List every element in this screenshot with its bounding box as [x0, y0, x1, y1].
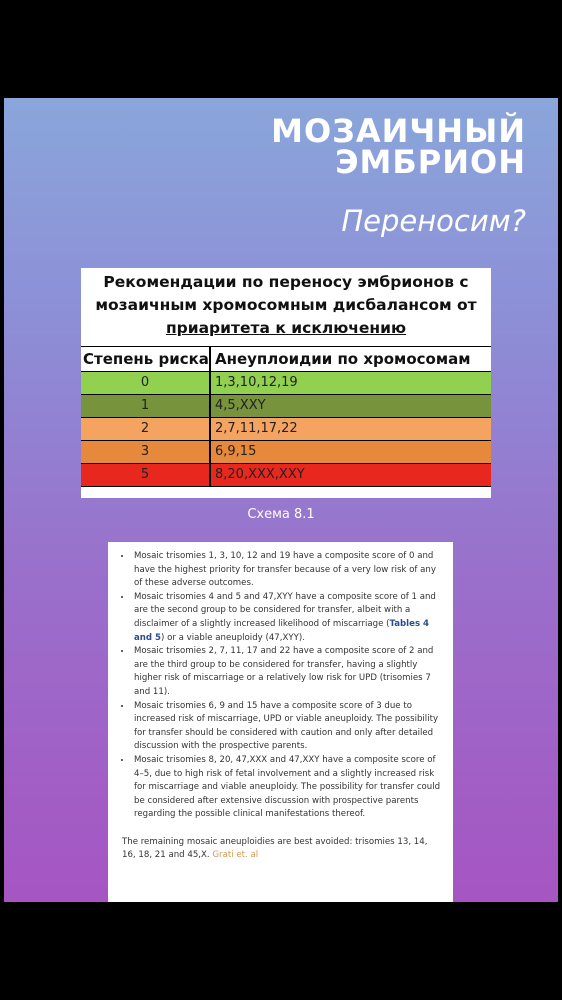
table-heading-line-1: Рекомендации по переносу эмбрионов с	[103, 273, 469, 291]
chromosomes-cell: 1,3,10,12,19	[215, 375, 298, 390]
title-line-2: ЭМБРИОН	[335, 143, 526, 181]
table-heading-line-3: приаритета к исключению	[165, 319, 407, 337]
table-row	[81, 418, 491, 441]
table-row	[81, 395, 491, 418]
bullet-text: Mosaic trisomies 4 and 5 and 47,XYY have a composite score of 1 and are the second group to be considered for transfer, albeit with a disclaimer of a slightly increased likelihood of miscarriage (	[134, 591, 436, 629]
recommendation-table	[81, 268, 491, 498]
chromosomes-cell: 2,7,11,17,22	[215, 421, 298, 436]
bullet-list	[122, 550, 441, 822]
risk-cell: 3	[81, 441, 211, 463]
chromosomes-cell: 8,20,XXX,XXY	[215, 467, 305, 482]
remaining-text: The remaining mosaic aneuploidies are best avoided: trisomies 13, 14, 16, 18, 21 and 45,X.	[122, 836, 428, 861]
table-row	[81, 464, 491, 487]
bullet-text: Mosaic trisomies 8, 20, 47,XXX and 47,XXY have a composite score of 4–5, due to high risk of fetal involvement and a slightly increased risk for miscarriage and viable aneuploidy. The possibility for transfer could be considered after extensive discussion with prospective parents regarding the possible clinical manifestations thereof.	[134, 754, 441, 820]
chromosomes-cell: 6,9,15	[215, 444, 257, 459]
table-header-row	[81, 346, 491, 372]
risk-cell: 1	[81, 395, 211, 417]
column-header-risk: Степень риска	[81, 347, 211, 371]
bullet-text: ) or a viable aneuploidy (47,XYY).	[161, 632, 305, 643]
list-item	[132, 645, 441, 699]
list-item	[132, 550, 441, 591]
table-body	[81, 372, 491, 487]
risk-cell: 0	[81, 372, 211, 394]
bullet-text: Mosaic trisomies 1, 3, 10, 12 and 19 have a composite score of 0 and have the highest priority for transfer because of a very low risk of any of these adverse outcomes.	[134, 551, 436, 589]
story-subtitle: Переносим?	[341, 204, 526, 238]
list-item	[132, 754, 441, 822]
chromosomes-cell: 4,5,XXY	[215, 398, 266, 413]
list-item	[132, 700, 441, 754]
risk-cell: 2	[81, 418, 211, 440]
story-card	[4, 98, 558, 902]
table-row	[81, 441, 491, 464]
bullet-text: Mosaic trisomies 6, 9 and 15 have a composite score of 3 due to increased risk of miscarriage, UPD or viable aneuploidy. The possibility for transfer should be considered with caution and only after detailed discussion with the prospective parents.	[134, 700, 439, 752]
source-credit: Grati et. al	[212, 850, 259, 861]
scheme-caption: Схема 8.1	[247, 507, 315, 522]
column-header-aneuploidy: Анеуплоидии по хромосомам	[215, 350, 471, 368]
table-heading-line-2: мозаичным хромосомным дисбалансом от	[95, 296, 477, 314]
risk-cell: 5	[81, 464, 211, 486]
remaining-paragraph	[122, 836, 441, 863]
title-line-1: МОЗАИЧНЫЙ	[271, 112, 526, 150]
story-title	[271, 112, 526, 181]
table-heading	[81, 268, 491, 346]
list-item	[132, 591, 441, 645]
bullet-text: Mosaic trisomies 2, 7, 11, 17 and 22 have a composite score of 2 and are the third group to be considered for transfer, having a slightly higher risk of miscarriage or a relatively low risk for UPD (trisomies 7 and 11).	[134, 646, 434, 697]
article-excerpt	[108, 542, 453, 902]
table-row	[81, 372, 491, 395]
tables-link[interactable]: Tables 4 and 5	[134, 618, 430, 643]
